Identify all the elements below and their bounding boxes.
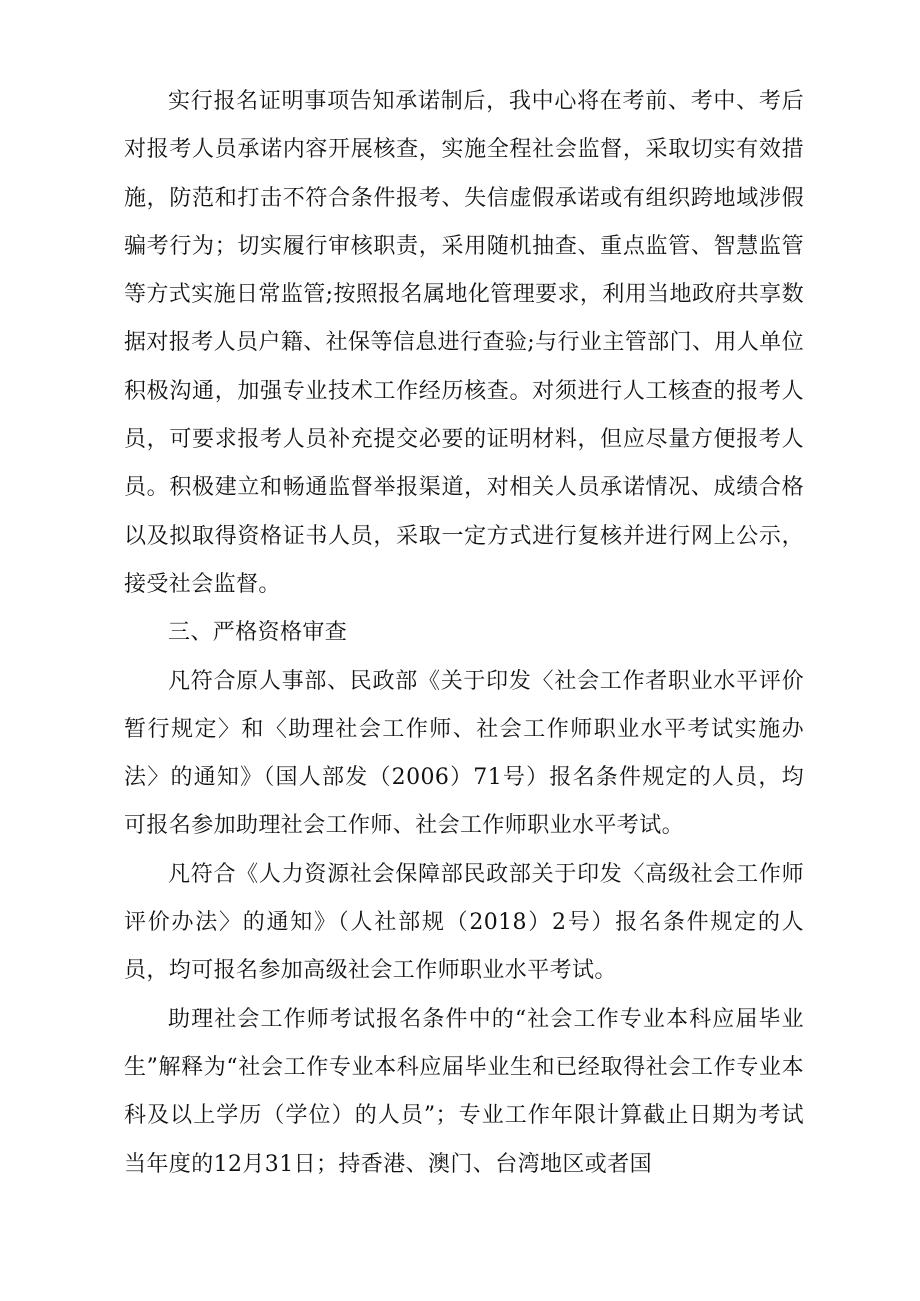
document-body xyxy=(124,78,804,1189)
paragraph-assistant-social-worker-eligibility: 凡符合原人事部、民政部《关于印发〈社会工作者职业水平评价暂行规定〉和〈助理社会工作师、社会工作师职业水平考试实施办法〉的通知》（国人部发（2006）71号）报名条件规定的人员，均可报名参加助理社会工作师、社会工作师职业水平考试。 xyxy=(124,668,804,839)
paragraph-verification-measures: 实行报名证明事项告知承诺制后，我中心将在考前、考中、考后对报考人员承诺内容开展核查，实施全程社会监督，采取切实有效措施，防范和打击不符合条件报考、失信虚假承诺或有组织跨地域涉假骗考行为；切实履行审核职责，采用随机抽查、重点监管、智慧监管等方式实施日常监管;按照报名属地化管理要求，利用当地政府共享数据对报考人员户籍、社保等信息进行查验;与行业主管部门、用人单位积极沟通，加强专业技术工作经历核查。对须进行人工核查的报考人员，可要求报考人员补充提交必要的证明材料，但应尽量方便报考人员。积极建立和畅通监督举报渠道，对相关人员承诺情况、成绩合格以及拟取得资格证书人员，采取一定方式进行复核并进行网上公示，接受社会监督。 xyxy=(124,89,804,597)
paragraph-eligibility-interpretation: 助理社会工作师考试报名条件中的“社会工作专业本科应届毕业生”解释为“社会工作专业本科应届毕业生和已经取得社会工作专业本科及以上学历（学位）的人员”；专业工作年限计算截止日期为考试当年度的12月31日；持香港、澳门、台湾地区或者国 xyxy=(124,1006,804,1177)
section-heading-qualification-review: 三、严格资格审查 xyxy=(168,620,348,646)
paragraph-senior-social-worker-eligibility: 凡符合《人力资源社会保障部民政部关于印发〈高级社会工作师评价办法〉的通知》（人社部规（2018）2号）报名条件规定的人员，均可报名参加高级社会工作师职业水平考试。 xyxy=(124,861,804,984)
